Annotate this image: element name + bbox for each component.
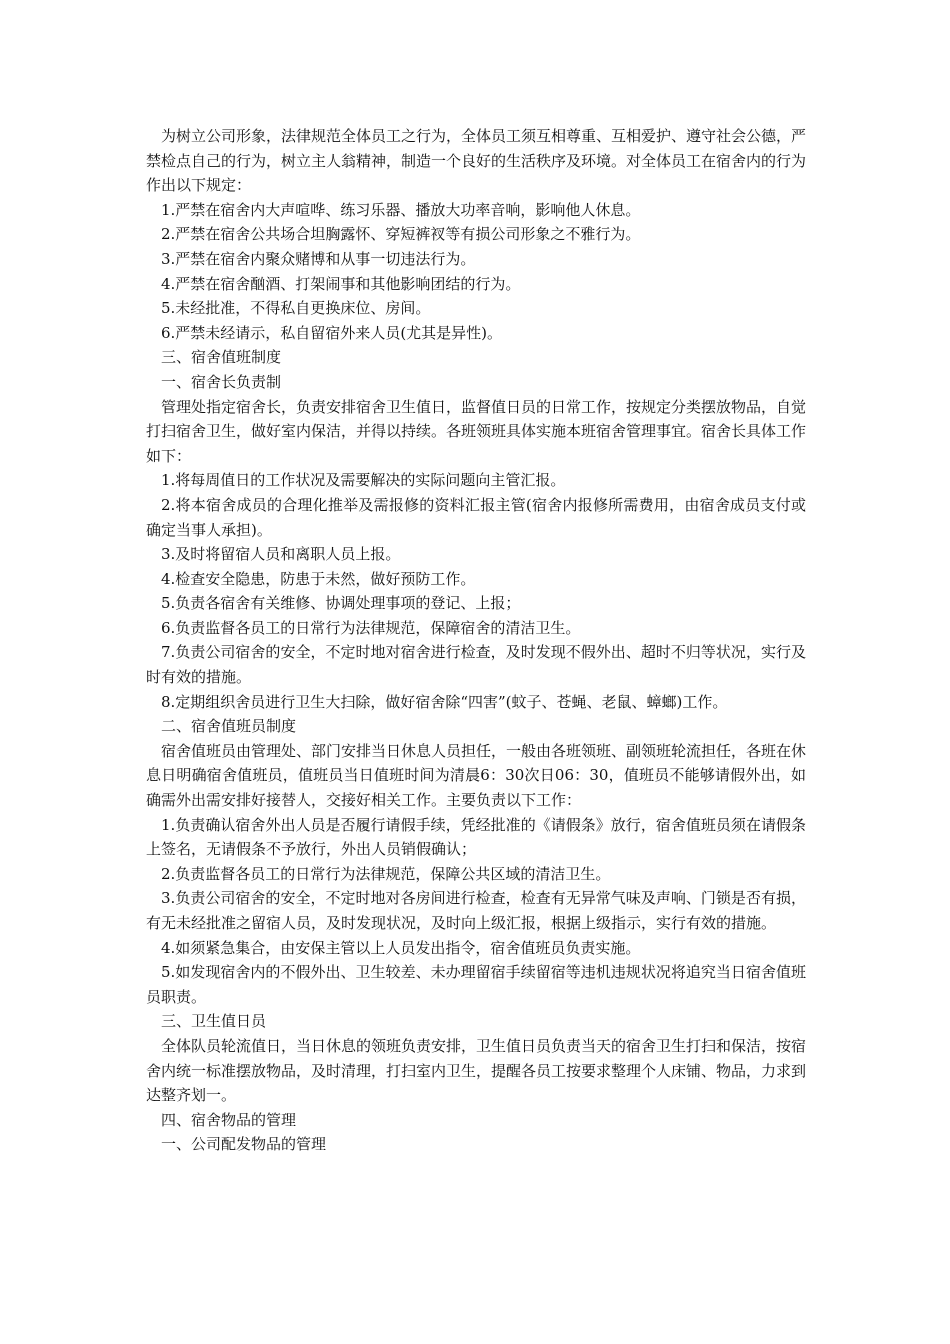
duty-item: 2.将本宿舍成员的合理化推举及需报修的资料汇报主管(宿舍内报修所需费用，由宿舍成员支付或确定当事人承担)。 [146, 495, 806, 539]
document-body [146, 124, 806, 1157]
duty-item: 4.如须紧急集合，由安保主管以上人员发出指令，宿舍值班员负责实施。 [161, 938, 641, 957]
duty-item: 2.负责监督各员工的日常行为法律规范，保障公共区域的清洁卫生。 [161, 864, 611, 883]
duty-item: 8.定期组织舍员进行卫生大扫除，做好宿舍除“四害”(蚊子、苍蝇、老鼠、蟑螂)工作。 [161, 692, 728, 711]
subsection-heading: 三、卫生值日员 [161, 1012, 267, 1031]
subsection-heading: 一、公司配发物品的管理 [161, 1135, 327, 1154]
body-paragraph: 管理处指定宿舍长，负责安排宿舍卫生值日，监督值日员的日常工作，按规定分类摆放物品，自觉打扫宿舍卫生，做好室内保洁，并得以持续。各班领班具体实施本班宿舍管理事宜。宿舍长具体工作如下： [146, 397, 807, 465]
rule-item: 1.严禁在宿舍内大声喧哗、练习乐器、播放大功率音响，影响他人休息。 [161, 200, 641, 219]
duty-item: 3.及时将留宿人员和离职人员上报。 [161, 545, 401, 564]
subsection-heading: 二、宿舍值班员制度 [161, 717, 297, 736]
duty-item: 3.负责公司宿舍的安全，不定时地对各房间进行检查，检查有无异常气味及声响、门锁是否有损，有无未经批准之留宿人员，及时发现状况，及时向上级汇报，根据上级指示，实行有效的措施。 [146, 889, 806, 932]
intro-paragraph: 为树立公司形象，法律规范全体员工之行为，全体员工须互相尊重、互相爱护、遵守社会公德，严禁检点自己的行为，树立主人翁精神，制造一个良好的生活秩序及环境。对全体员工在宿舍内的行为作出以下规定： [146, 127, 807, 195]
duty-item: 4.检查安全隐患，防患于未然，做好预防工作。 [161, 569, 476, 588]
duty-item: 1.将每周值日的工作状况及需要解决的实际问题向主管汇报。 [161, 471, 566, 490]
body-paragraph: 宿舍值班员由管理处、部门安排当日休息人员担任，一般由各班领班、副领班轮流担任，各班在休息日明确宿舍值班员，值班员当日值班时间为清晨6：30次日06：30，值班员不能够请假外出，如确需外出需安排好接替人，交接好相关工作。主要负责以下工作： [146, 741, 807, 810]
section-heading: 四、宿舍物品的管理 [161, 1110, 297, 1129]
duty-item: 1.负责确认宿舍外出人员是否履行请假手续，凭经批准的《请假条》放行，宿舍值班员须在请假条上签名，无请假条不予放行，外出人员销假确认； [146, 815, 806, 859]
section-heading: 三、宿舍值班制度 [161, 348, 282, 367]
rule-item: 2.严禁在宿舍公共场合坦胸露怀、穿短裤衩等有损公司形象之不雅行为。 [161, 225, 641, 244]
rule-item: 5.未经批准，不得私自更换床位、房间。 [161, 299, 431, 318]
subsection-heading: 一、宿舍长负责制 [161, 372, 282, 391]
rule-item: 6.严禁未经请示，私自留宿外来人员(尤其是异性)。 [161, 323, 503, 342]
duty-item: 5.负责各宿舍有关维修、协调处理事项的登记、上报； [161, 594, 521, 613]
duty-item: 7.负责公司宿舍的安全，不定时地对宿舍进行检查，及时发现不假外出、超时不归等状况，实行及时有效的措施。 [146, 643, 806, 687]
rule-item: 4.严禁在宿舍酗酒、打架闹事和其他影响团结的行为。 [161, 274, 521, 293]
rule-item: 3.严禁在宿舍内聚众赌博和从事一切违法行为。 [161, 249, 476, 268]
duty-item: 6.负责监督各员工的日常行为法律规范，保障宿舍的清洁卫生。 [161, 618, 581, 637]
duty-item: 5.如发现宿舍内的不假外出、卫生较差、未办理留宿手续留宿等违机违规状况将追究当日宿舍值班员职责。 [146, 963, 806, 1006]
body-paragraph: 全体队员轮流值日，当日休息的领班负责安排，卫生值日员负责当天的宿舍卫生打扫和保洁，按宿舍内统一标准摆放物品，及时清理，打扫室内卫生，提醒各员工按要求整理个人床铺、物品，力求到达整齐划一。 [146, 1036, 807, 1105]
